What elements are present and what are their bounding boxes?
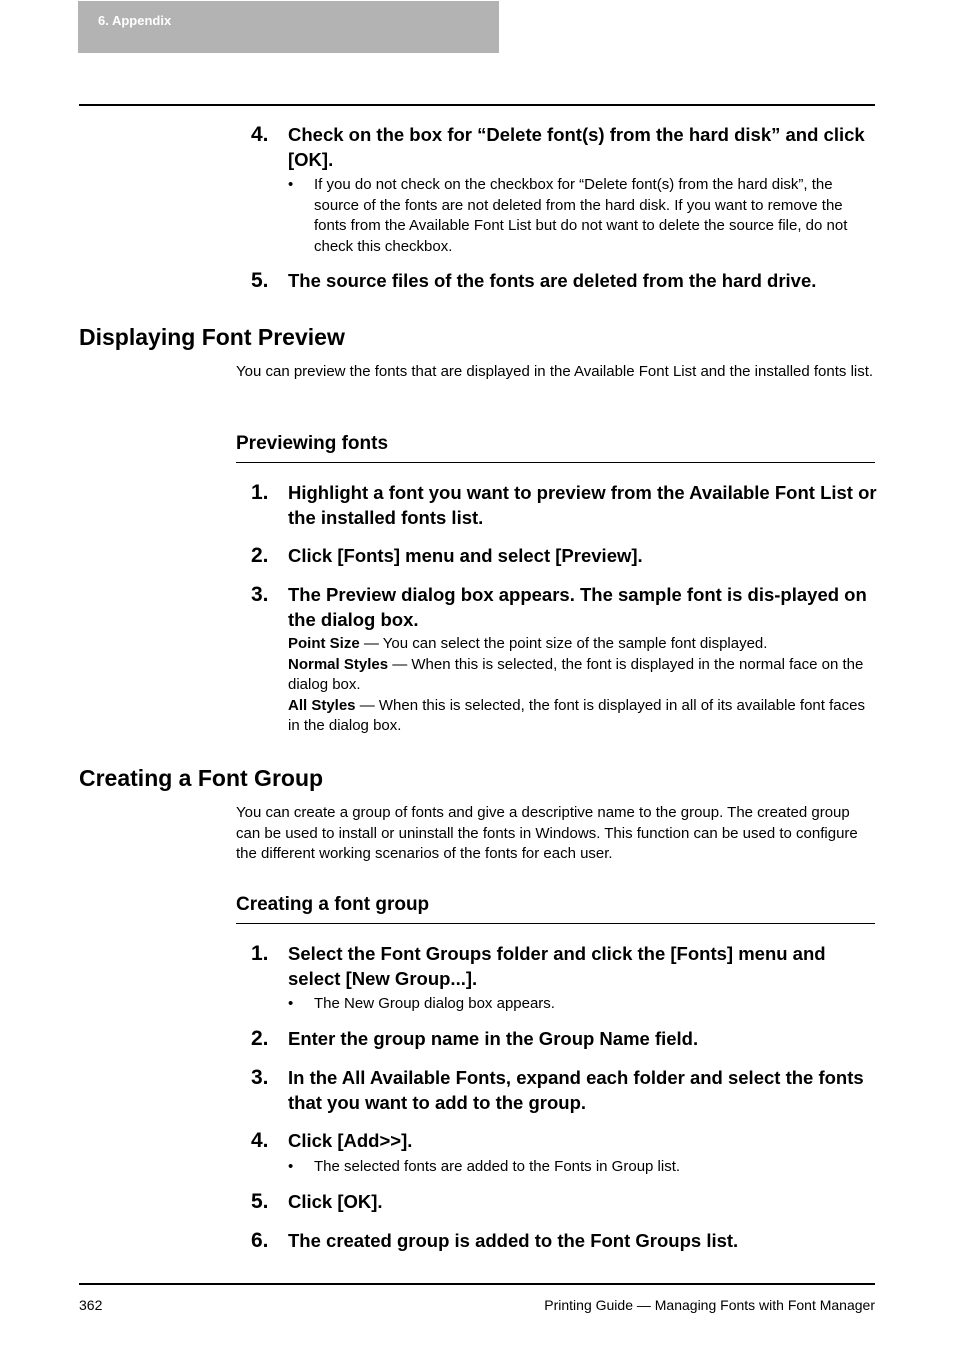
step-text: Enter the group name in the Group Name field. xyxy=(288,1028,699,1049)
step-text: The source files of the fonts are deleted from the hard drive. xyxy=(288,270,817,291)
bullet-dot: • xyxy=(288,1158,294,1175)
option-normal-styles: Normal Styles — When this is selected, the font is displayed in the normal face on the dialog box. xyxy=(288,655,864,693)
step-text: Click [OK]. xyxy=(288,1191,383,1212)
top-rule xyxy=(79,104,875,106)
bullet-dot: • xyxy=(288,995,294,1012)
section-heading: Creating a Font Group xyxy=(79,765,324,791)
chapter-tab xyxy=(78,1,499,53)
step-number: 4. xyxy=(251,1129,269,1152)
step-text: Click [Add>>]. xyxy=(288,1130,413,1151)
subsection-rule xyxy=(236,462,875,463)
step-number: 2. xyxy=(251,1027,269,1050)
step-number: 6. xyxy=(251,1229,269,1252)
footer-title: Printing Guide — Managing Fonts with Font Manager xyxy=(544,1297,875,1313)
section-intro: You can create a group of fonts and give a descriptive name to the group. The created group can be used to install or uninstall the fonts in Windows. This function can be used to configure the different working scenarios of the fonts for each user. xyxy=(236,804,858,862)
footer-rule xyxy=(79,1283,875,1285)
bullet-text: The New Group dialog box appears. xyxy=(314,995,555,1012)
step-text: Select the Font Groups folder and click the [Fonts] menu and select [New Group...]. xyxy=(288,943,826,989)
step-number: 3. xyxy=(251,583,269,606)
section-intro: You can preview the fonts that are displayed in the Available Font List and the installed fonts list. xyxy=(236,363,874,380)
step-text: Check on the box for “Delete font(s) from the hard disk” and click [OK]. xyxy=(288,124,865,170)
step-number: 5. xyxy=(251,1190,269,1213)
step-number: 2. xyxy=(251,544,269,567)
subsection-rule xyxy=(236,923,875,924)
step-text: The Preview dialog box appears. The sample font is dis-played on the dialog box. xyxy=(288,584,867,630)
subsection-heading: Creating a font group xyxy=(236,894,430,915)
step-number: 5. xyxy=(251,269,269,292)
bullet-text: If you do not check on the checkbox for “Delete font(s) from the hard disk”, the source of the fonts are not deleted from the hard disk. If you want to remove the fonts from the Available Font List but do not want to delete the source file, do not check this checkbox. xyxy=(314,176,848,255)
step-number: 1. xyxy=(251,481,269,504)
option-point-size: Point Size — You can select the point size of the sample font displayed. xyxy=(288,635,768,652)
option-descriptions xyxy=(288,634,878,737)
step-number: 4. xyxy=(251,123,269,146)
step-text: Highlight a font you want to preview from the Available Font List or the installed fonts list. xyxy=(288,482,877,528)
subsection-heading: Previewing fonts xyxy=(236,433,389,454)
step-text: In the All Available Fonts, expand each folder and select the fonts that you want to add to the group. xyxy=(288,1067,864,1113)
step-text: Click [Fonts] menu and select [Preview]. xyxy=(288,545,643,566)
chapter-label: 6. Appendix xyxy=(98,13,172,28)
step-number: 3. xyxy=(251,1066,269,1089)
option-all-styles: All Styles — When this is selected, the font is displayed in all of its available font faces in the dialog box. xyxy=(288,696,865,734)
step-number: 1. xyxy=(251,942,269,965)
bullet-dot: • xyxy=(288,176,294,193)
section-heading: Displaying Font Preview xyxy=(79,324,345,350)
page-number: 362 xyxy=(79,1297,103,1313)
bullet-text: The selected fonts are added to the Fonts in Group list. xyxy=(314,1158,681,1175)
step-text: The created group is added to the Font Groups list. xyxy=(288,1230,739,1251)
